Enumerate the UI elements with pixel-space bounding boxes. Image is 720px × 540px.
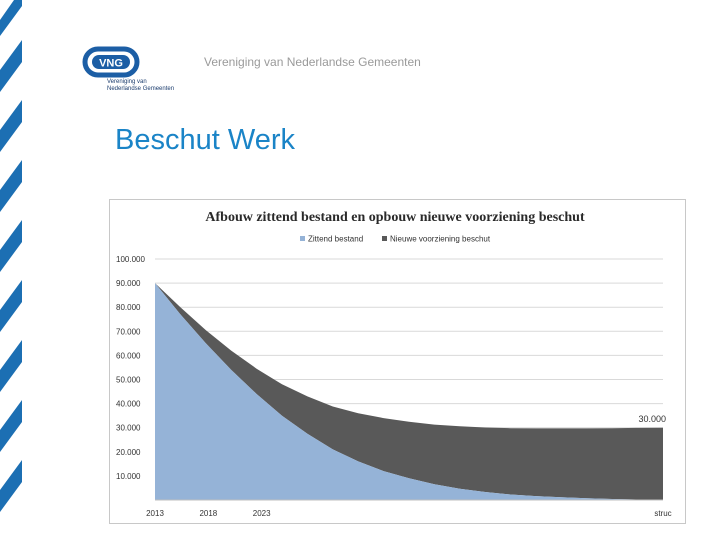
- area-chart: [110, 200, 685, 523]
- x-tick-label: struc: [654, 509, 672, 518]
- area-series: [155, 283, 663, 500]
- y-tick-label: 100.000: [116, 255, 145, 264]
- y-tick-label: 80.000: [116, 303, 141, 313]
- y-tick-label: 30.000: [116, 423, 141, 433]
- logo-subtext: [107, 79, 174, 93]
- x-tick-label: 2013: [146, 509, 164, 518]
- legend-label: Nieuwe voorziening beschut: [390, 234, 491, 244]
- legend-label: Zittend bestand: [308, 234, 364, 244]
- organization-name: Vereniging van Nederlandse Gemeenten: [204, 55, 421, 69]
- slide-title: Beschut Werk: [115, 124, 295, 156]
- chart-container: [109, 199, 686, 524]
- y-tick-label: 60.000: [116, 351, 141, 361]
- annotation-label: 30.000: [638, 414, 666, 424]
- x-tick-label: 2018: [199, 509, 218, 518]
- decorative-side-stripe: [0, 0, 22, 540]
- legend-swatch: [300, 236, 305, 241]
- logo-subtext-line-1: Vereniging van: [107, 79, 147, 85]
- y-tick-label: 40.000: [116, 399, 141, 409]
- chart-title: Afbouw zittend bestand en opbouw nieuwe voorziening beschut: [205, 210, 585, 225]
- x-tick-label: 2023: [252, 509, 271, 518]
- y-tick-label: 70.000: [116, 327, 141, 337]
- logo-subtext-line-2: Nederlandse Gemeenten: [107, 86, 175, 92]
- vng-logo-text: VNG: [99, 57, 123, 70]
- y-tick-label: 20.000: [116, 447, 141, 457]
- y-tick-label: 50.000: [116, 375, 141, 385]
- y-tick-label: 10.000: [116, 471, 141, 481]
- y-tick-label: 90.000: [116, 279, 141, 289]
- legend-swatch: [382, 236, 387, 241]
- legend: [300, 235, 491, 244]
